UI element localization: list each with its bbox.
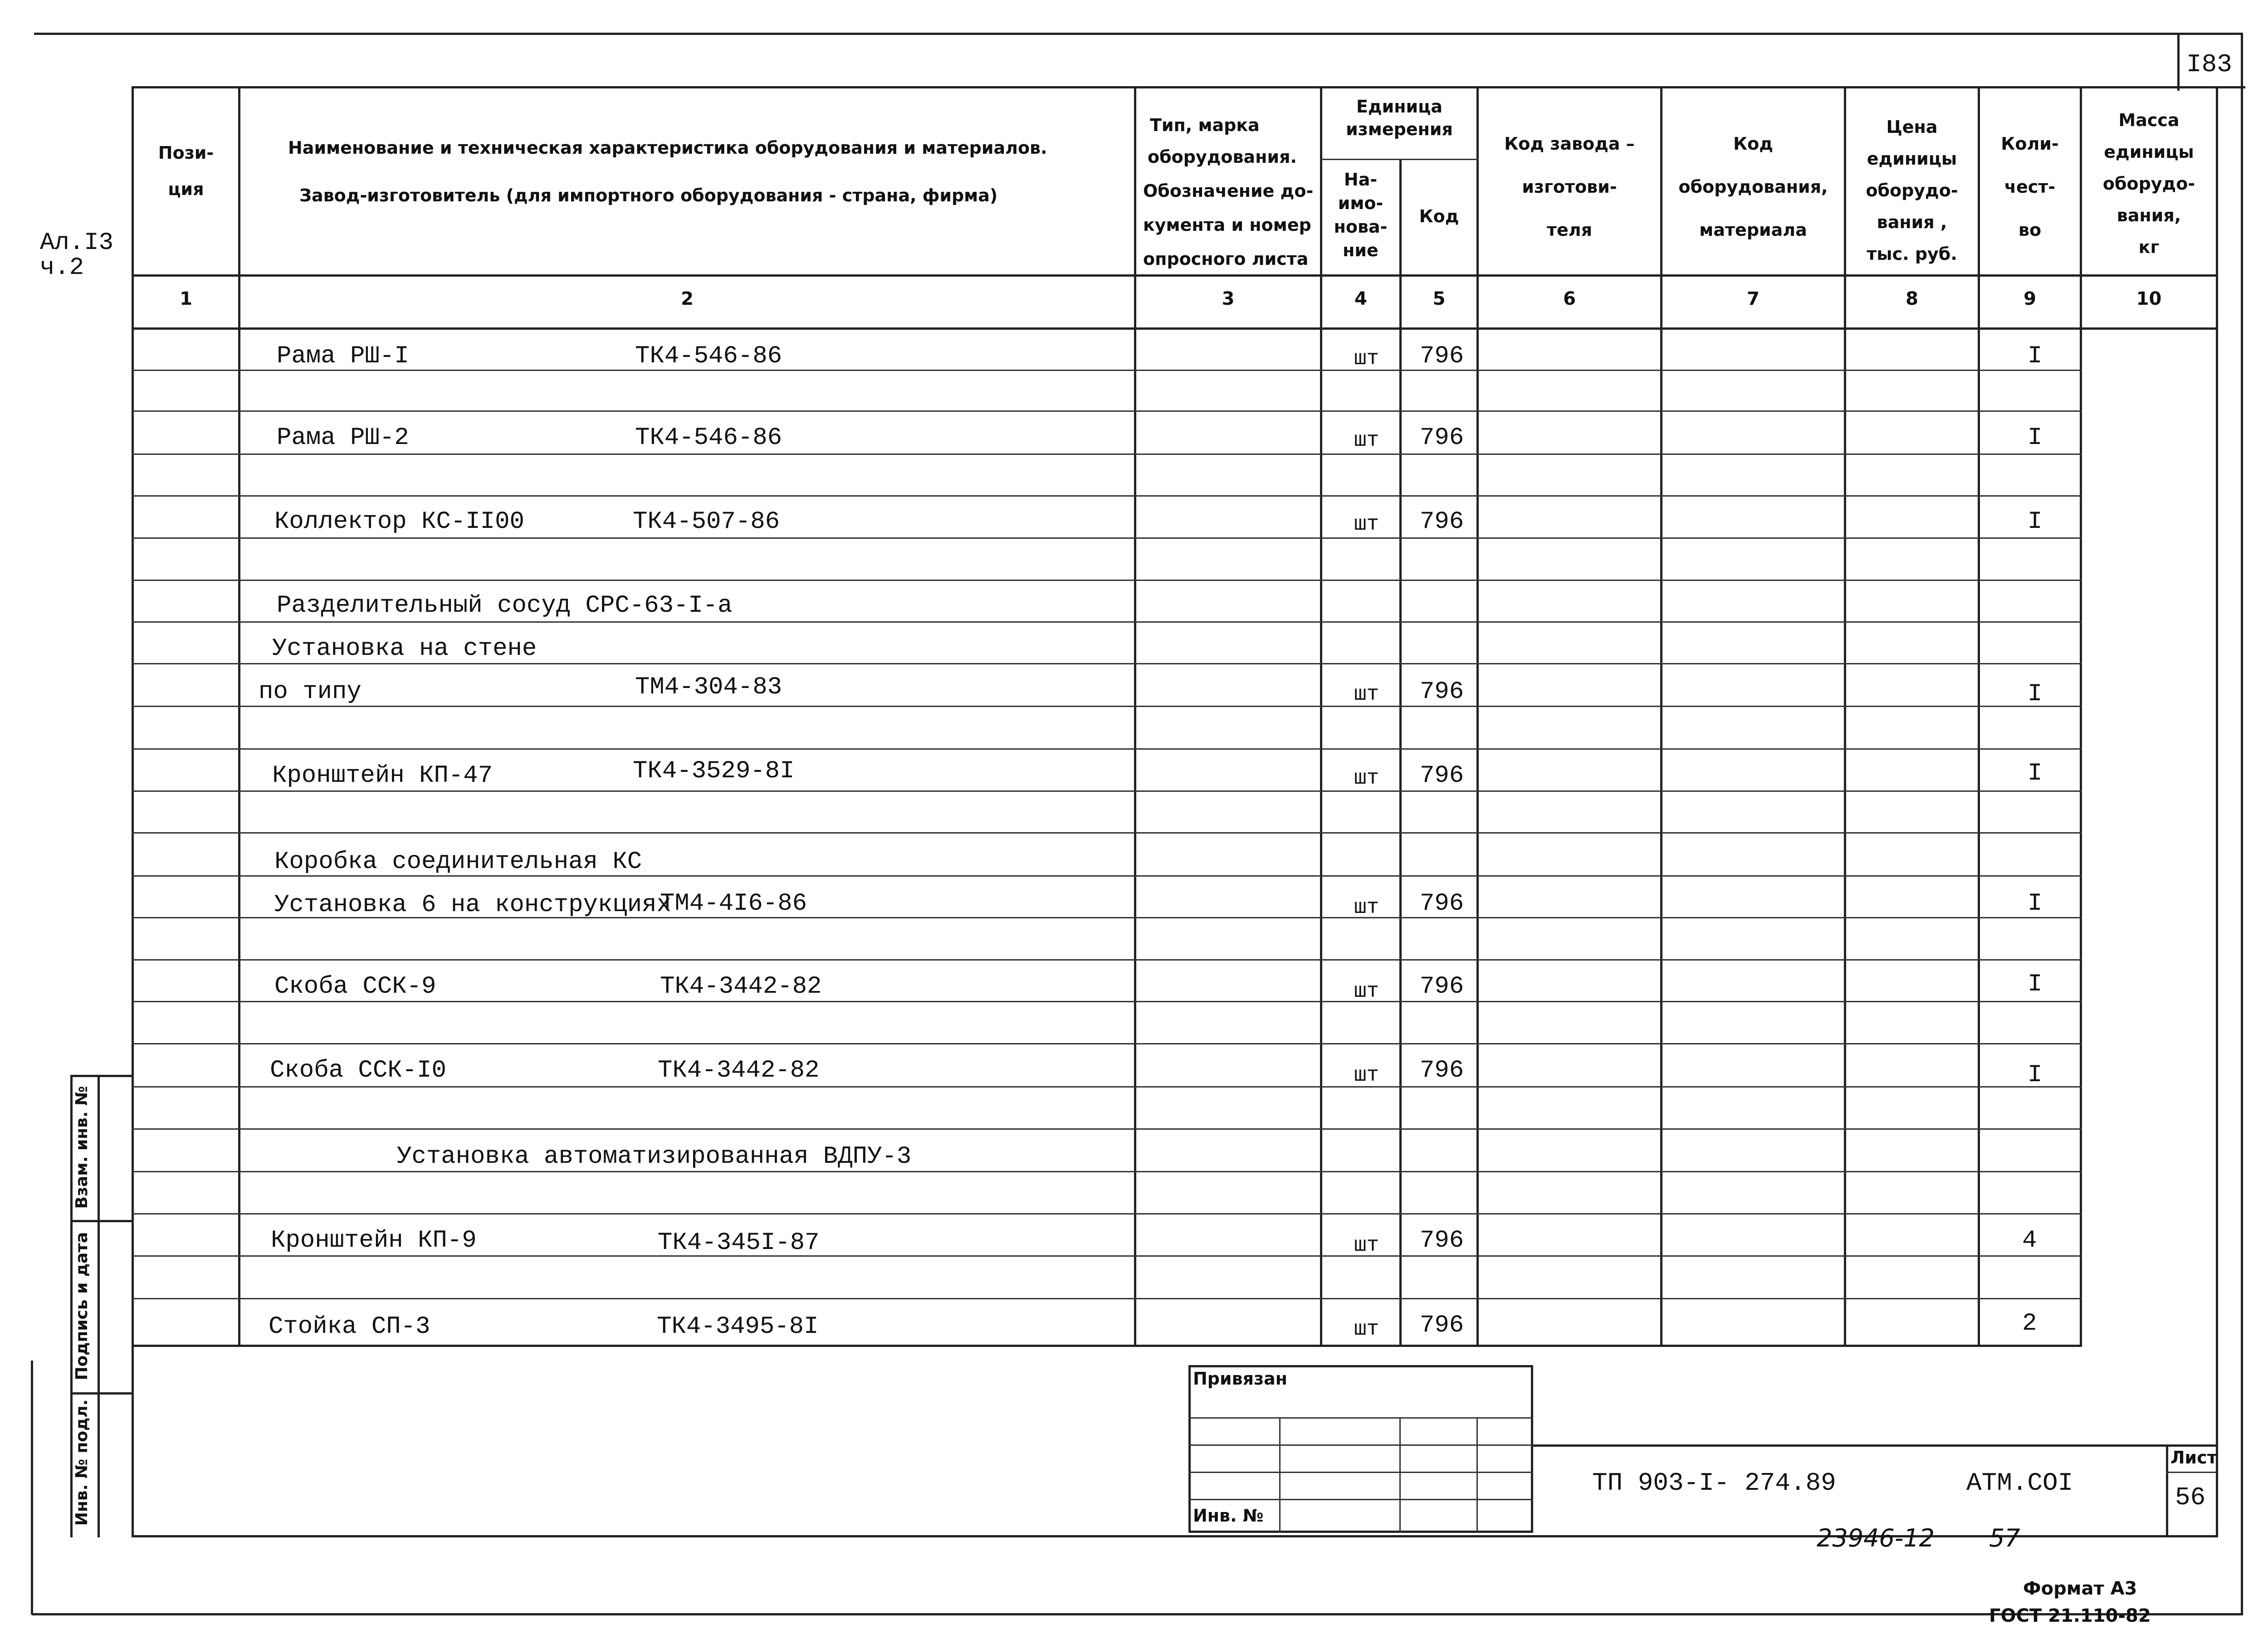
header-mass-l4: вания,: [2116, 205, 2181, 225]
row-line: [132, 1298, 2082, 1299]
header-equip-code-l1: Код: [1733, 134, 1773, 154]
row-qty: I: [2028, 680, 2043, 708]
album-ref-line2: ч.2: [40, 254, 84, 282]
row-code: 796: [1420, 508, 1464, 536]
row-doc: ТК4-3529-8I: [633, 757, 795, 785]
handwritten-page: 57: [1989, 1524, 2020, 1552]
column-number-10: 10: [2136, 288, 2162, 309]
row-code: 796: [1420, 424, 1464, 452]
privyazan-line: [1188, 1472, 1533, 1473]
column-number-4: 4: [1354, 288, 1367, 309]
row-doc: ТМ4-304-83: [635, 673, 782, 701]
corner-box-left: [2177, 33, 2180, 91]
row-name: Скоба ССК-I0: [270, 1057, 446, 1084]
drawing-mark: АТМ.СОI: [1966, 1468, 2073, 1497]
row-line: [132, 1255, 2082, 1257]
row-line: [132, 495, 2082, 497]
row-name: по типу: [259, 678, 362, 706]
row-name: Стойка СП-3: [269, 1313, 430, 1341]
row-qty: I: [2028, 1061, 2043, 1089]
title-block-top: [1533, 1444, 2216, 1447]
header-unit-l2: измерения: [1346, 119, 1453, 139]
row-code: 796: [1420, 973, 1464, 1000]
col-sep-4: [1399, 159, 1402, 1347]
row-line: [132, 1086, 2082, 1088]
frame-bottom-line: [32, 1613, 2243, 1615]
row-name: Коробка соединительная КС: [274, 848, 642, 876]
album-ref-line1: Ал.I3: [40, 229, 114, 257]
handwritten-number: 23946-12: [1817, 1524, 1935, 1552]
header-unit-l1: Единица: [1356, 97, 1442, 117]
header-factory-code-l1: Код завода –: [1504, 134, 1635, 154]
row-unit: шт: [1354, 1063, 1379, 1087]
table-top-line: [132, 86, 2245, 88]
header-uname-l2: имо-: [1338, 193, 1383, 213]
table-right-line: [2216, 86, 2218, 1537]
row-line: [132, 1001, 2082, 1002]
row-name: Рама РШ-2: [277, 424, 409, 452]
row-line: [132, 1171, 2082, 1172]
column-number-9: 9: [2024, 288, 2036, 309]
column-number-6: 6: [1563, 288, 1576, 309]
row-doc: ТК4-3442-82: [658, 1057, 820, 1084]
header-uname-l3: нова-: [1334, 217, 1388, 237]
header-bottom-line: [132, 274, 2218, 277]
row-line: [132, 1213, 2082, 1215]
corner-sheet-number: I83: [2186, 50, 2232, 79]
privyazan-line: [1188, 1444, 1533, 1446]
row-doc: ТК4-546-86: [635, 342, 782, 370]
top-border-line: [34, 33, 2243, 35]
row-unit: шт: [1354, 1234, 1379, 1257]
header-qty-l1: Коли-: [2001, 134, 2059, 154]
row-unit: шт: [1354, 1317, 1379, 1341]
privyazan-line: [1188, 1417, 1533, 1419]
header-equip-code-l3: материала: [1699, 220, 1807, 240]
column-number-5: 5: [1432, 288, 1446, 309]
row-unit: шт: [1354, 980, 1379, 1003]
row-code: 796: [1420, 1057, 1464, 1084]
sheet-number: 56: [2175, 1483, 2206, 1512]
row-line: [132, 706, 2082, 707]
header-name-l1: Наименование и техническая характеристика оборудования и материалов.: [288, 138, 1047, 158]
header-price-l4: вания ,: [1877, 212, 1947, 232]
column-number-8: 8: [1906, 288, 1918, 309]
row-code: 796: [1420, 890, 1464, 917]
header-price-l2: единицы: [1867, 149, 1957, 169]
side-stamp-vzam: Взам. инв. №: [73, 1086, 91, 1209]
column-number-2: 2: [681, 288, 694, 309]
privyazan-col: [1476, 1417, 1478, 1533]
row-doc: ТК4-3442-82: [660, 973, 822, 1000]
header-type-l3: Обозначение до-: [1143, 181, 1314, 201]
side-stamp-inv: Инв. № подл.: [73, 1399, 91, 1526]
row-line: [132, 410, 2082, 412]
header-position-l2: ция: [168, 179, 204, 199]
sheet-box-divider: [2166, 1472, 2216, 1473]
row-code: 796: [1420, 678, 1464, 706]
row-line: [132, 790, 2082, 792]
row-unit: шт: [1354, 683, 1379, 706]
row-doc: ТК4-507-86: [633, 508, 780, 536]
row-name: Кронштейн КП-9: [271, 1227, 477, 1254]
row-line: [132, 1043, 2082, 1044]
row-name: Кронштейн КП-47: [272, 762, 493, 790]
header-name-l2: Завод-изготовитель (для импортного оборудования - страна, фирма): [299, 185, 998, 205]
header-price-l5: тыс. руб.: [1867, 244, 1957, 264]
header-factory-code-l3: теля: [1546, 220, 1593, 240]
row-unit: шт: [1354, 896, 1379, 919]
row-doc: ТК4-546-86: [635, 424, 782, 452]
row-unit: шт: [1354, 347, 1379, 371]
header-type-l2: оборудования.: [1148, 147, 1297, 167]
row-qty: I: [2028, 424, 2043, 452]
sheet-label: Лист: [2170, 1448, 2217, 1468]
column-number-7: 7: [1747, 288, 1760, 309]
header-type-l1: Тип, марка: [1150, 115, 1260, 135]
row-qty: I: [2028, 971, 2043, 998]
privyazan-line: [1188, 1499, 1533, 1500]
header-mass-l5: кг: [2138, 237, 2160, 257]
column-number-3: 3: [1222, 288, 1235, 309]
header-uname-l1: На-: [1344, 170, 1378, 190]
row-qty: I: [2028, 760, 2043, 787]
row-qty: I: [2028, 508, 2043, 536]
privyazan-col: [1399, 1417, 1401, 1533]
frame-left-line: [31, 1361, 33, 1614]
row-name: Скоба ССК-9: [274, 973, 436, 1000]
row-line: [132, 959, 2082, 961]
row-qty: I: [2028, 890, 2043, 917]
column-number-1: 1: [180, 288, 192, 309]
row-name: Разделительный сосуд СРС-63-I-а: [277, 592, 733, 619]
row-line: [132, 580, 2082, 581]
row-name: Коллектор КС-II00: [274, 508, 524, 536]
header-mass-l1: Масса: [2118, 110, 2180, 130]
gost-label: ГОСТ 21.110-82: [1989, 1605, 2151, 1626]
inv-no-label: Инв. №: [1193, 1506, 1264, 1526]
header-price-l1: Цена: [1886, 117, 1938, 137]
header-qty-l3: во: [2018, 220, 2042, 240]
row-unit: шт: [1354, 429, 1379, 452]
row-code: 796: [1420, 1312, 1464, 1339]
header-mass-l3: оборудо-: [2102, 174, 2195, 194]
row-line: [132, 370, 2082, 371]
row-line: [132, 663, 2082, 664]
header-factory-code-l2: изготови-: [1522, 177, 1617, 197]
header-equip-code-l2: оборудования,: [1678, 177, 1828, 197]
side-stamp-sep1: [70, 1220, 134, 1222]
row-line: [132, 621, 2082, 623]
row-line: [132, 748, 2082, 750]
unit-subheader-line: [1320, 159, 1479, 160]
body-bottom-line: [132, 1345, 2082, 1347]
colnum-bottom-line: [132, 327, 2218, 330]
privyazan-label: Привязан: [1193, 1369, 1288, 1389]
header-type-l5: опросного листа: [1143, 249, 1309, 269]
row-doc: ТК4-345I-87: [658, 1229, 820, 1257]
row-doc: ТК4-3495-8I: [657, 1313, 819, 1341]
header-uname-l4: ние: [1343, 240, 1378, 260]
row-doc: ТМ4-4I6-86: [660, 890, 807, 917]
privyazan-col: [1279, 1417, 1281, 1533]
header-position-l1: Пози-: [158, 143, 214, 163]
row-line: [132, 832, 2082, 834]
header-price-l3: оборудо-: [1866, 180, 1958, 200]
format-label: Формат А3: [2023, 1578, 2137, 1599]
row-line: [132, 1128, 2082, 1130]
row-unit: шт: [1354, 512, 1379, 536]
row-line: [132, 454, 2082, 455]
row-qty: I: [2028, 342, 2043, 370]
row-name: Установка 6 на конструкциях: [274, 891, 671, 919]
header-ucode: Код: [1419, 206, 1459, 226]
row-code: 796: [1420, 342, 1464, 370]
row-name: Рама РШ-I: [277, 342, 409, 370]
side-stamp-mid: [98, 1075, 100, 1537]
row-qty: 4: [2022, 1227, 2037, 1254]
sheet-box-left: [2166, 1444, 2168, 1535]
row-unit: шт: [1354, 766, 1379, 790]
row-qty: 2: [2022, 1310, 2037, 1337]
row-name: Установка на стене: [272, 635, 537, 663]
header-mass-l2: единицы: [2104, 142, 2194, 162]
header-type-l4: кумента и номер: [1143, 215, 1311, 235]
header-qty-l2: чест-: [2004, 177, 2056, 197]
frame-right-line: [2241, 33, 2243, 1615]
row-name: Установка автоматизированная ВДПУ-3: [397, 1143, 912, 1171]
row-code: 796: [1420, 1227, 1464, 1254]
row-line: [132, 537, 2082, 539]
side-stamp-top: [70, 1075, 134, 1077]
side-stamp-podpis: Подпись и дата: [73, 1232, 91, 1380]
project-number: ТП 903-I- 274.89: [1592, 1468, 1836, 1497]
row-code: 796: [1420, 762, 1464, 790]
